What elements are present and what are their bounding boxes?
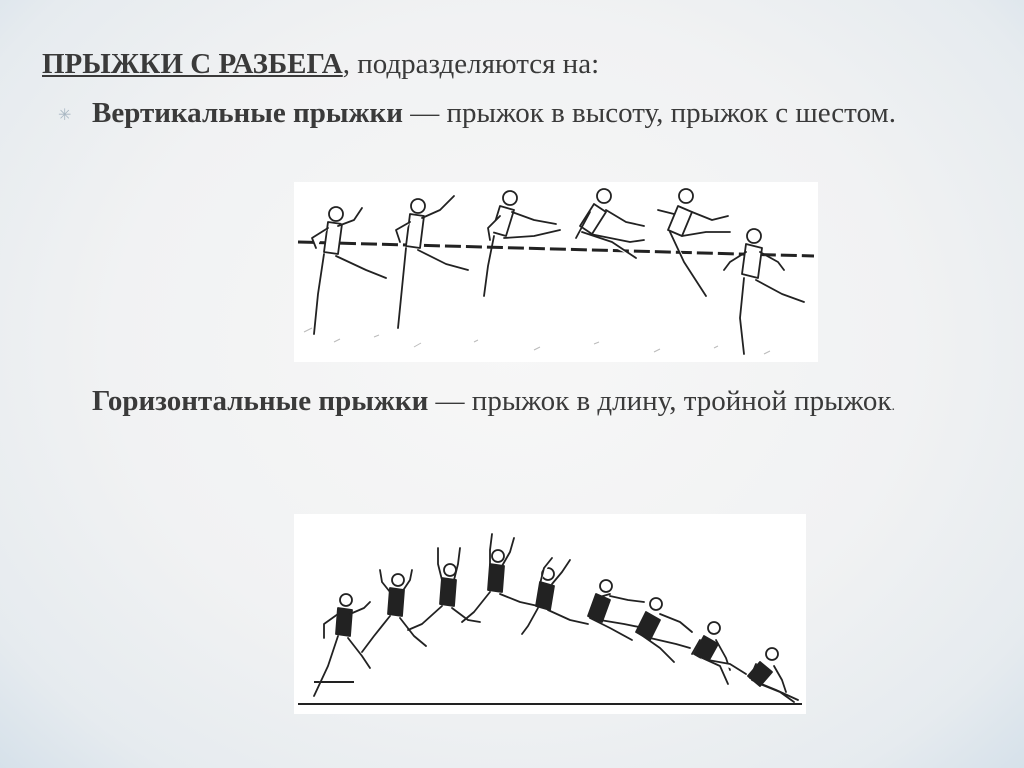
heading-rest: , подразделяются на:	[342, 48, 600, 80]
horizontal-text: — прыжок в длину, тройной прыжок	[428, 385, 892, 417]
bullet-star-icon: ✳	[58, 107, 72, 124]
horizontal-jumps-paragraph	[92, 381, 932, 427]
horizontal-term: Горизонтальные прыжки	[92, 385, 429, 417]
slide-heading	[42, 44, 599, 84]
vertical-term: Вертикальные прыжки	[92, 97, 403, 129]
heading-bold: ПРЫЖКИ С РАЗБЕГА	[42, 48, 343, 80]
long-jump-sequence-image	[294, 514, 806, 714]
horizontal-end: .	[891, 399, 896, 414]
high-jump-sequence-image	[294, 182, 818, 362]
vertical-text: — прыжок в высоту, прыжок с шестом.	[402, 97, 897, 129]
vertical-jumps-paragraph	[92, 93, 932, 134]
high-jump-illustration	[294, 182, 818, 362]
long-jump-illustration	[294, 514, 806, 714]
